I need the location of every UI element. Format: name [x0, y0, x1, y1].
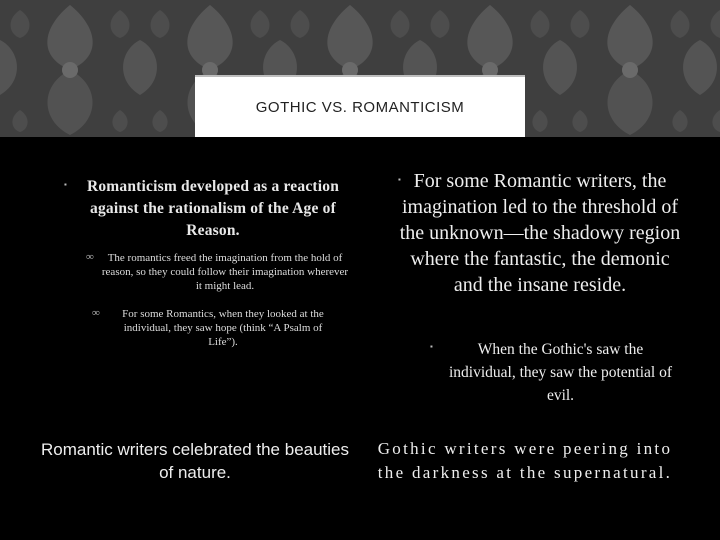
left-sub-point-2: For some Romantics, when they looked at the individual, they saw hope (think “A Psalm of Life”).	[122, 308, 324, 348]
right-main-point: For some Romantic writers, the imagination led to the threshold of the unknown—the shadowy region where the fantastic, the demonic and the insane reside.	[399, 170, 681, 296]
main-bullet-icon: ▪	[398, 175, 401, 184]
infinity-bullet-icon: ∞	[86, 251, 94, 263]
right-bottom-text: Gothic writers were peering into the darkness at the supernatural.	[377, 439, 673, 482]
left-bottom-text: Romantic writers celebrated the beauties of nature.	[40, 440, 350, 482]
title-box	[195, 75, 525, 137]
slide-title: GOTHIC VS. ROMANTICISM	[255, 98, 465, 116]
main-bullet-icon: ▪	[64, 180, 67, 189]
infinity-bullet-icon: ∞	[92, 307, 100, 319]
left-sub-point-1: The romantics freed the imagination from the hold of reason, so they could follow their imagination wherever it might lead.	[101, 252, 349, 292]
left-main-point: Romanticism developed as a reaction against the rationalism of the Age of Reason.	[86, 178, 340, 239]
right-sub-point: When the Gothic's saw the individual, they saw the potential of evil.	[449, 341, 672, 404]
main-bullet-icon: ▪	[430, 342, 433, 351]
